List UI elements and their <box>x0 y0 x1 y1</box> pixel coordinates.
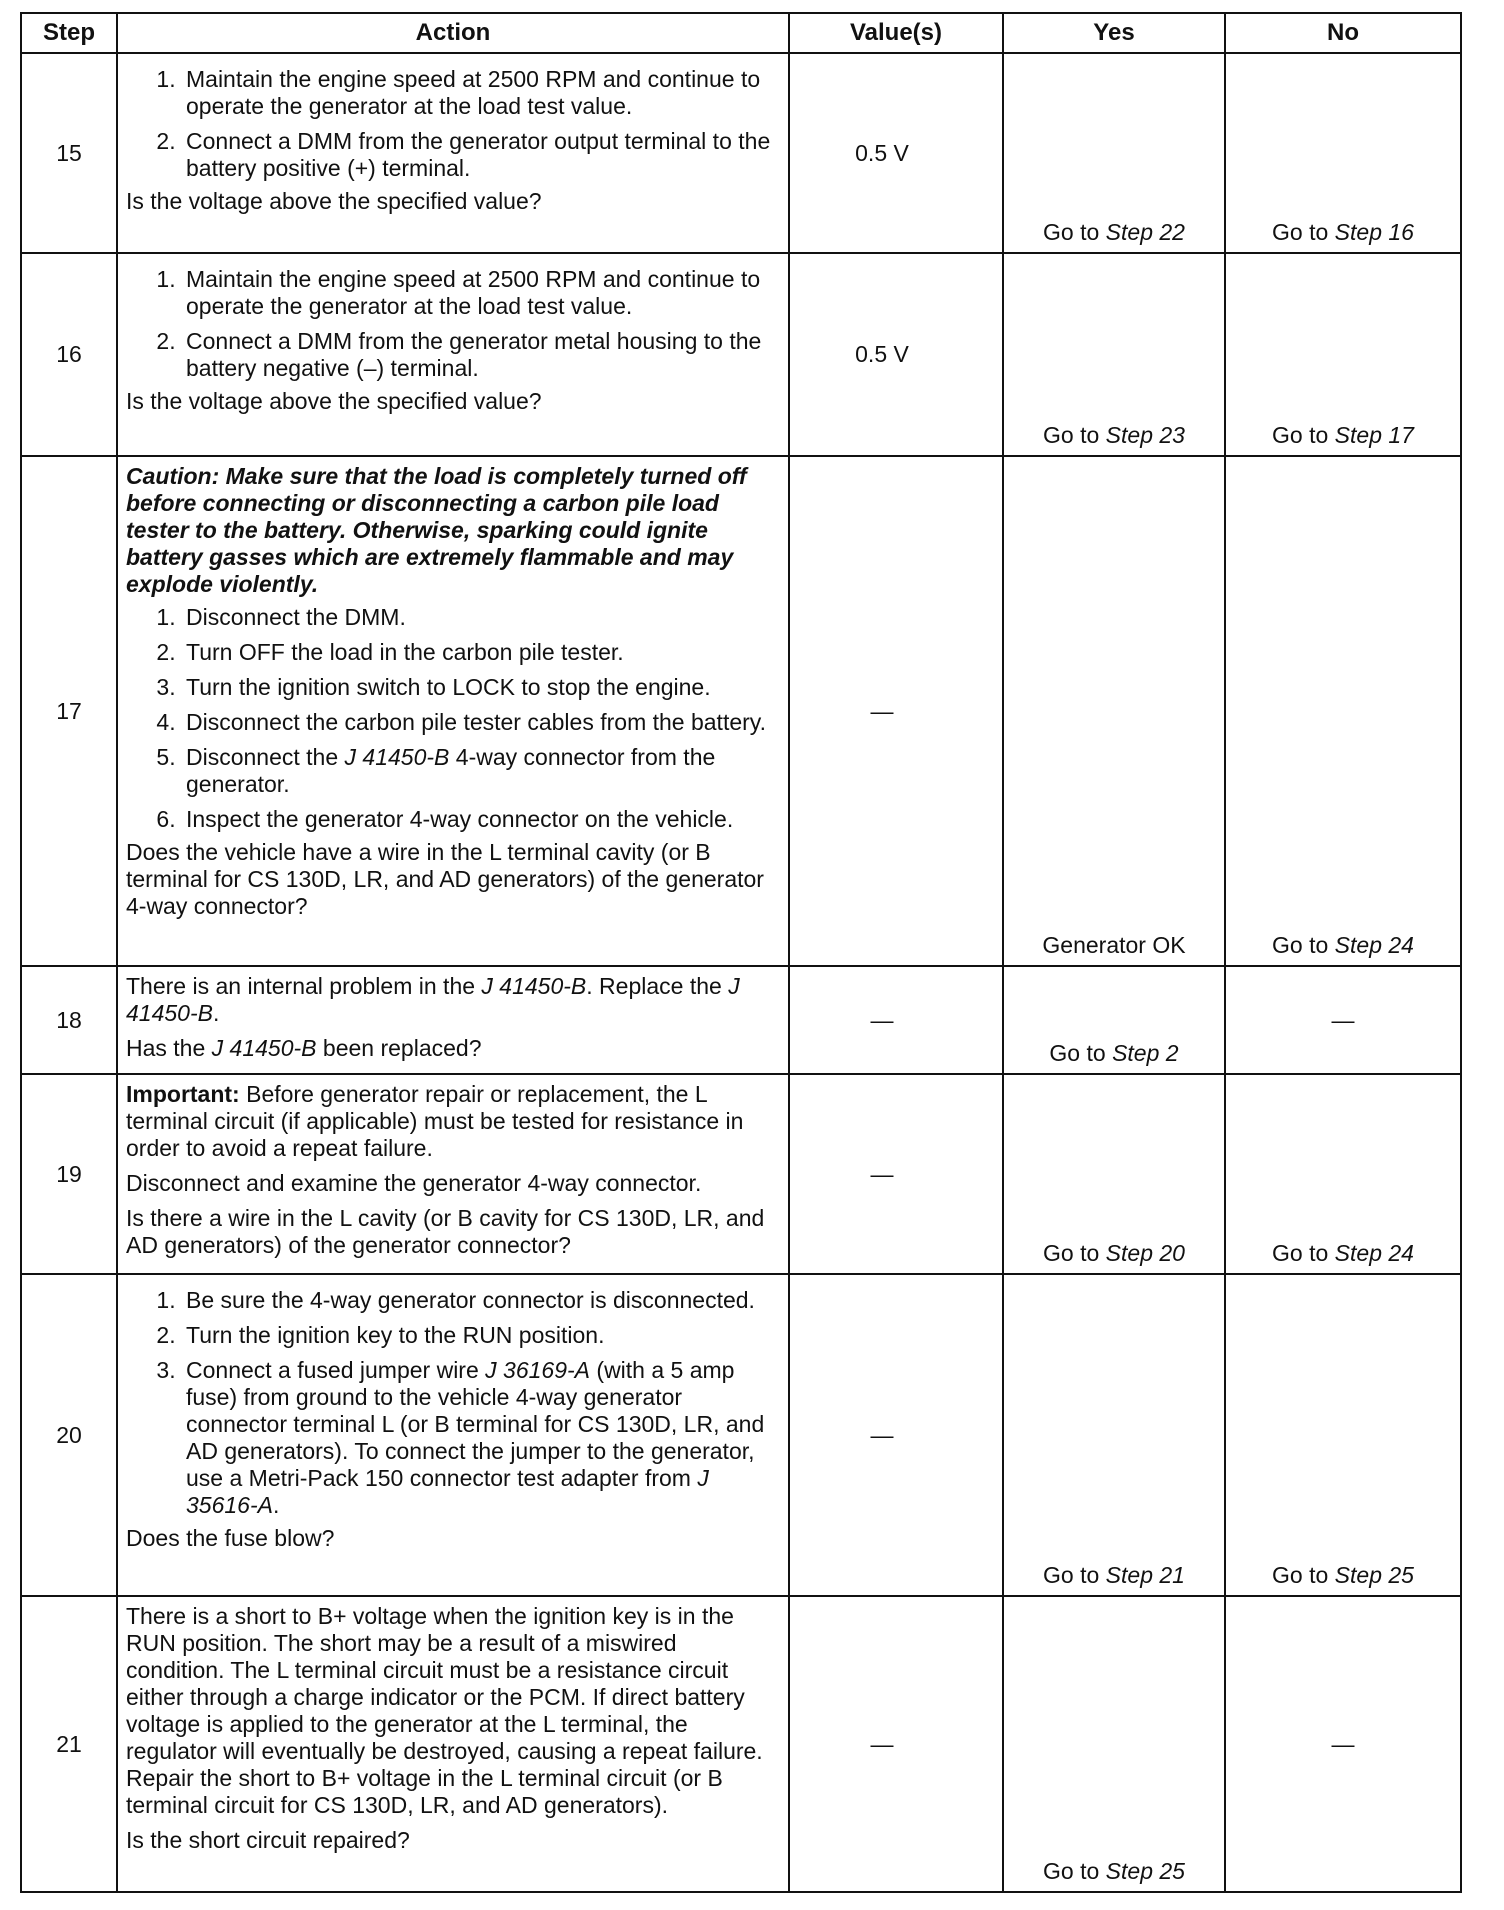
yes-cell <box>1003 1596 1225 1892</box>
action-item: 1. Maintain the engine speed at 2500 RPM and continue to operate the generator at the load test value. <box>182 66 780 120</box>
diagnostic-table <box>20 12 1462 1893</box>
action-item: 2. Turn the ignition key to the RUN position. <box>182 1322 780 1349</box>
value-cell: — <box>789 1596 1003 1892</box>
action-text: Connect a fused jumper wire <box>186 1357 486 1383</box>
no-cell <box>1225 1074 1461 1274</box>
question: Is the voltage above the specified value? <box>126 388 542 414</box>
header-action: Action <box>117 13 789 53</box>
question: Is the voltage above the specified value? <box>126 188 542 214</box>
action-text: . <box>272 1492 280 1518</box>
action-item: 2. Turn OFF the load in the carbon pile tester. <box>182 639 780 666</box>
action-item: 3. Turn the ignition switch to LOCK to stop the engine. <box>182 674 780 701</box>
table-row-15 <box>21 53 1461 253</box>
table-row-19 <box>21 1074 1461 1274</box>
action-cell <box>117 53 789 253</box>
no-step-link[interactable]: Step 25 <box>1334 1562 1414 1588</box>
action-list <box>126 1287 780 1519</box>
yes-cell <box>1003 53 1225 253</box>
question: Does the vehicle have a wire in the L terminal cavity (or B terminal for CS 130D, LR, and AD generators) of the generator 4-way connector? <box>126 839 764 919</box>
action-paragraph <box>126 973 780 1027</box>
action-item <box>182 744 780 798</box>
action-item: 1. Disconnect the DMM. <box>182 604 780 631</box>
step-number: 18 <box>21 966 117 1074</box>
action-cell <box>117 1074 789 1274</box>
no-step-link[interactable]: Step 24 <box>1334 932 1414 958</box>
yes-prefix: Go to <box>1043 219 1106 245</box>
yes-step-link[interactable]: Step 2 <box>1112 1040 1179 1066</box>
value-cell: — <box>789 456 1003 966</box>
action-text: 4-way connector from the generator. <box>186 744 716 797</box>
no-cell <box>1225 1274 1461 1596</box>
yes-cell <box>1003 966 1225 1074</box>
no-step-link[interactable]: Step 24 <box>1334 1240 1414 1266</box>
header-step: Step <box>21 13 117 53</box>
no-prefix: Go to <box>1272 422 1335 448</box>
no-cell <box>1225 53 1461 253</box>
no-cell: — <box>1225 966 1461 1074</box>
question: Is there a wire in the L cavity (or B cavity for CS 130D, LR, and AD generators) of the generator connector? <box>126 1205 765 1258</box>
yes-cell <box>1003 253 1225 456</box>
no-prefix: Go to <box>1272 932 1335 958</box>
yes-step-link[interactable]: Step 23 <box>1105 422 1185 448</box>
action-item <box>182 1357 780 1519</box>
no-cell <box>1225 456 1461 966</box>
important-note <box>126 1081 780 1162</box>
action-text: . Replace the <box>586 973 729 999</box>
action-text: There is an internal problem in the <box>126 973 482 999</box>
action-cell <box>117 1596 789 1892</box>
step-number: 16 <box>21 253 117 456</box>
action-item: 1. Be sure the 4-way generator connector is disconnected. <box>182 1287 780 1314</box>
action-cell <box>117 253 789 456</box>
action-cell <box>117 1274 789 1596</box>
action-list <box>126 266 780 382</box>
value-cell: — <box>789 1274 1003 1596</box>
header-yes: Yes <box>1003 13 1225 53</box>
no-step-link[interactable]: Step 17 <box>1334 422 1414 448</box>
yes-prefix: Go to <box>1049 1040 1113 1066</box>
no-prefix: Go to <box>1272 1562 1335 1588</box>
no-step-link[interactable]: Step 16 <box>1334 219 1414 245</box>
table-row-21 <box>21 1596 1461 1892</box>
question <box>126 1035 780 1062</box>
action-paragraph: There is a short to B+ voltage when the ignition key is in the RUN position. The short may be a result of a miswired condition. The L terminal circuit must be a resistance circuit either through a charge indicator or the PCM. If direct battery voltage is applied to the generator at the L terminal, the regulator will eventually be destroyed, causing a repeat failure. Repair the short to B+ voltage in the L terminal circuit (or B terminal circuit for CS 130D, LR, and AD generators). <box>126 1603 763 1818</box>
table-row-17 <box>21 456 1461 966</box>
yes-step-link[interactable]: Step 22 <box>1105 219 1185 245</box>
important-label: Important: <box>126 1081 240 1107</box>
value-cell: — <box>789 1074 1003 1274</box>
yes-prefix: Go to <box>1043 422 1106 448</box>
step-number: 19 <box>21 1074 117 1274</box>
action-list <box>126 66 780 182</box>
question: Does the fuse blow? <box>126 1525 335 1551</box>
step-number: 21 <box>21 1596 117 1892</box>
yes-cell <box>1003 1274 1225 1596</box>
action-item: 6. Inspect the generator 4-way connector on the vehicle. <box>182 806 780 833</box>
caution-text: Caution: Make sure that the load is completely turned off before connecting or disconnecting a carbon pile load tester to the battery. Otherwise, sparking could ignite battery gasses which are extremely flammable and may explode violently. <box>126 463 747 597</box>
action-item: 1. Maintain the engine speed at 2500 RPM and continue to operate the generator at the load test value. <box>182 266 780 320</box>
value-cell: 0.5 V <box>789 253 1003 456</box>
yes-prefix: Go to <box>1043 1240 1106 1266</box>
table-row-18 <box>21 966 1461 1074</box>
action-text: Disconnect the <box>186 744 345 770</box>
value-cell: — <box>789 966 1003 1074</box>
diagnostic-table-page <box>20 12 1460 1893</box>
action-text: (with a 5 amp fuse) from ground to the vehicle 4-way generator connector terminal L (or B terminal for CS 130D, LR, and AD generators). To connect the jumper to the generator, use a Metri-Pack 150 connector test adapter from <box>186 1357 765 1491</box>
tool-reference: J 41450-B <box>126 973 740 1026</box>
no-prefix: Go to <box>1272 219 1335 245</box>
question: Is the short circuit repaired? <box>126 1827 410 1853</box>
action-paragraph: Disconnect and examine the generator 4-way connector. <box>126 1170 702 1196</box>
step-number: 17 <box>21 456 117 966</box>
yes-step-link[interactable]: Step 20 <box>1105 1240 1185 1266</box>
action-list <box>126 604 780 833</box>
action-item: 2. Connect a DMM from the generator metal housing to the battery negative (–) terminal. <box>182 328 780 382</box>
action-item: 2. Connect a DMM from the generator output terminal to the battery positive (+) terminal. <box>182 128 780 182</box>
step-number: 20 <box>21 1274 117 1596</box>
value-cell: 0.5 V <box>789 53 1003 253</box>
action-item: 4. Disconnect the carbon pile tester cables from the battery. <box>182 709 780 736</box>
yes-step-link[interactable]: Step 25 <box>1105 1858 1185 1884</box>
header-no: No <box>1225 13 1461 53</box>
table-row-16 <box>21 253 1461 456</box>
yes-cell <box>1003 1074 1225 1274</box>
header-values: Value(s) <box>789 13 1003 53</box>
action-cell <box>117 966 789 1074</box>
yes-step-link[interactable]: Step 21 <box>1105 1562 1185 1588</box>
tool-reference: J 41450-B <box>344 744 450 770</box>
question-text: Has the <box>126 1035 212 1061</box>
tool-reference: J 41450-B <box>481 973 587 999</box>
table-row-20 <box>21 1274 1461 1596</box>
important-text: Before generator repair or replacement, the L terminal circuit (if applicable) must be tested for resistance in order to avoid a repeat failure. <box>126 1081 744 1161</box>
action-text: . <box>212 1000 220 1026</box>
yes-cell: Generator OK <box>1003 456 1225 966</box>
question-text: been replaced? <box>316 1035 482 1061</box>
tool-reference: J 35616-A <box>186 1465 709 1518</box>
header-row <box>21 13 1461 53</box>
no-prefix: Go to <box>1272 1240 1335 1266</box>
tool-reference: J 41450-B <box>211 1035 317 1061</box>
no-cell: — <box>1225 1596 1461 1892</box>
step-number: 15 <box>21 53 117 253</box>
action-cell <box>117 456 789 966</box>
tool-reference: J 36169-A <box>485 1357 591 1383</box>
yes-prefix: Go to <box>1043 1562 1106 1588</box>
yes-prefix: Go to <box>1043 1858 1106 1884</box>
no-cell <box>1225 253 1461 456</box>
